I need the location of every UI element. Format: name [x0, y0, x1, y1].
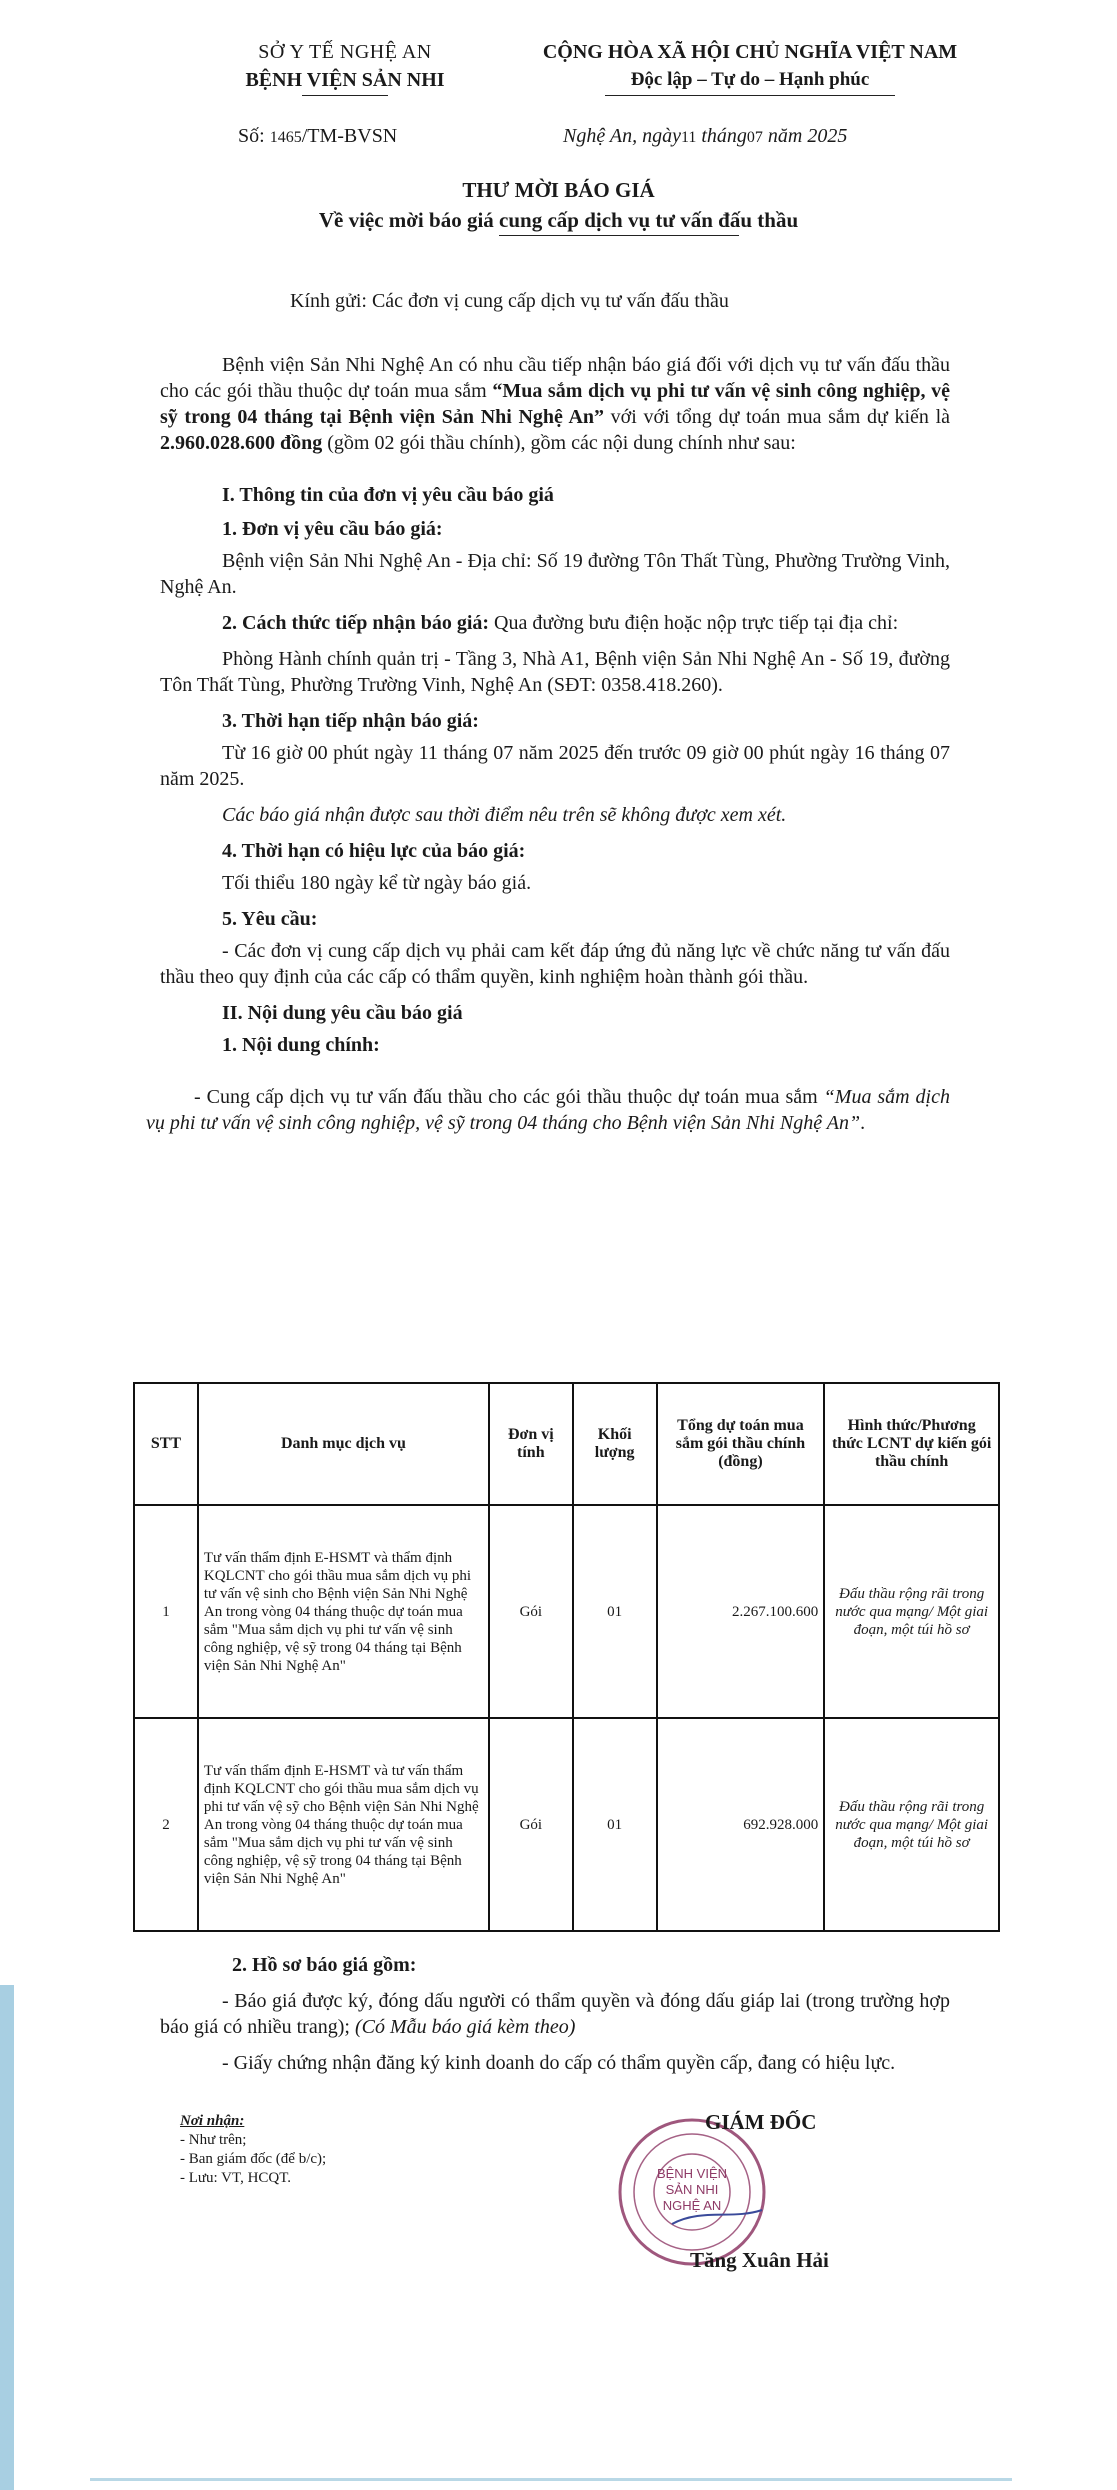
title-underline — [499, 235, 739, 236]
document-number-value: 1465 — [269, 129, 302, 146]
intro-text-2: với với tổng dự toán mua sắm dự kiến là — [604, 406, 951, 428]
row-2-stt: 2 — [134, 1718, 198, 1931]
date-day: 11 — [680, 129, 697, 146]
intro-total-budget: 2.960.028.600 đồng — [160, 432, 323, 454]
row-2-service: Tư vấn thẩm định E-HSMT và tư vấn thẩm định KQLCNT cho gói thầu mua sắm dịch vụ phi tư vấn vệ sỹ cho Bệnh viện Sản Nhi Nghệ An trong vòng 04 tháng thuộc dự toán mua sắm "Mua sắm dịch vụ phi tư vấn vệ sinh công nghiệp, vệ sỹ trong 04 tháng tại Bệnh viện Sản Nhi Nghệ An" — [198, 1718, 489, 1931]
section-1-2-text: Qua đường bưu điện hoặc nộp trực tiếp tại địa chỉ: — [489, 612, 899, 634]
col-stt: STT — [134, 1383, 198, 1505]
section-1-4-title: 4. Thời hạn có hiệu lực của báo giá: — [222, 840, 526, 862]
document-number-suffix: /TM-BVSN — [301, 125, 398, 147]
section-2-1-lead: - Cung cấp dịch vụ tư vấn đấu thầu cho các gói thầu thuộc dự toán mua sắm — [194, 1086, 824, 1108]
national-motto: Độc lập – Tự do – Hạnh phúc — [630, 69, 870, 90]
section-1-1-text: Bệnh viện Sản Nhi Nghệ An - Địa chỉ: Số 19 đường Tôn Thất Tùng, Phường Trường Vinh, Nghệ An. — [160, 550, 950, 598]
intro-paragraph — [160, 352, 950, 456]
section-1-2-address: Phòng Hành chính quản trị - Tầng 3, Nhà A1, Bệnh viện Sản Nhi Nghệ An - Số 19, đường Tôn Thất Tùng, Phường Trường Vinh, Nghệ An (SĐT: 0358.418.260). — [160, 648, 950, 696]
col-unit: Đơn vị tính — [489, 1383, 573, 1505]
section-1-4-text: Tối thiểu 180 ngày kể từ ngày báo giá. — [222, 872, 532, 894]
section-1-5-title: 5. Yêu cầu: — [222, 908, 318, 930]
table-row — [134, 1718, 999, 1931]
row-1-service: Tư vấn thẩm định E-HSMT và thẩm định KQLCNT cho gói thầu mua sắm dịch vụ phi tư vấn vệ sinh cho Bệnh viện Sản Nhi Nghệ An trong vòng 04 tháng thuộc dự toán mua sắm "Mua sắm dịch vụ phi tư vấn vệ sinh công nghiệp, vệ sỹ trong 04 tháng tại Bệnh viện Sản Nhi Nghệ An" — [198, 1505, 489, 1718]
intro-text-1: Bệnh viện Sản Nhi Nghệ An có nhu cầu tiếp nhận báo giá đối với dịch vụ tư vấn đấu thầu cho các gói thầu thuộc dự toán mua sắm — [160, 354, 950, 402]
issuer-underline — [302, 95, 388, 96]
issuer-hospital: BỆNH VIỆN SẢN NHI — [245, 69, 445, 91]
row-1-unit: Gói — [489, 1505, 573, 1718]
row-2-unit: Gói — [489, 1718, 573, 1931]
seal-line-1: BỆNH VIỆN — [656, 2166, 728, 2181]
section-2-1-title: 1. Nội dung chính: — [222, 1034, 380, 1056]
col-amount: Tổng dự toán mua sắm gói thầu chính (đồng) — [657, 1383, 825, 1505]
national-header — [505, 38, 995, 96]
section-2-2-item-1 — [160, 1988, 950, 2040]
title-main: THƯ MỜI BÁO GIÁ — [462, 178, 655, 202]
intro-text-3: (gồm 02 gói thầu chính), gồm các nội dung chính như sau: — [322, 432, 796, 454]
section-2-1-end: . — [860, 1112, 866, 1134]
motto-underline — [605, 95, 895, 96]
recipient-item: - Như trên; — [180, 2132, 247, 2148]
section-2-title: II. Nội dung yêu cầu báo giá — [222, 1002, 463, 1024]
service-table — [133, 1382, 1000, 1932]
issuer-department: SỞ Y TẾ NGHỆ AN — [258, 41, 432, 63]
recipient-item: - Ban giám đốc (để b/c); — [180, 2151, 327, 2167]
republic-title: CỘNG HÒA XÃ HỘI CHỦ NGHĨA VIỆT NAM — [542, 41, 958, 63]
seal-line-2: SẢN NHI — [665, 2182, 719, 2197]
col-quantity: Khối lượng — [573, 1383, 657, 1505]
section-2-2-title: 2. Hồ sơ báo giá gồm: — [232, 1954, 417, 1976]
title-sub: Về việc mời báo giá cung cấp dịch vụ tư vấn đấu thầu — [318, 208, 799, 232]
section-1-3-note: Các báo giá nhận được sau thời điểm nêu trên sẽ không được xem xét. — [222, 804, 787, 826]
row-1-stt: 1 — [134, 1505, 198, 1718]
section-2-2-item-2: - Giấy chứng nhận đăng ký kinh doanh do cấp có thẩm quyền cấp, đang có hiệu lực. — [222, 2052, 896, 2074]
col-service: Danh mục dịch vụ — [198, 1383, 489, 1505]
section-2-2-item-1-note: (Có Mẫu báo giá kèm theo) — [354, 2016, 576, 2038]
col-method: Hình thức/Phương thức LCNT dự kiến gói thầu chính — [824, 1383, 999, 1505]
section-2-1-project: “Mua sắm dịch vụ phi tư vấn vệ sinh công nghiệp, vệ sỹ trong 04 tháng cho Bệnh viện Sản Nhi Nghệ An” — [146, 1086, 950, 1134]
recipients-label: Nơi nhận: — [180, 2113, 245, 2129]
section-2-2-item-1-text: - Báo giá được ký, đóng dấu người có thẩm quyền và đóng dấu giáp lai (trong trường hợp báo giá có nhiều trang); — [160, 1990, 950, 2038]
date-year: năm 2025 — [767, 125, 848, 147]
table-header-row — [134, 1383, 999, 1505]
signer-role: GIÁM ĐỐC — [705, 2110, 817, 2134]
seal-line-3: NGHỆ AN — [662, 2198, 722, 2213]
table-row — [134, 1505, 999, 1718]
row-2-quantity: 01 — [573, 1718, 657, 1931]
salutation: Kính gửi: Các đơn vị cung cấp dịch vụ tư vấn đấu thầu — [290, 290, 729, 312]
intro-project-name: “Mua sắm dịch vụ phi tư vấn vệ sinh công nghiệp, vệ sỹ trong 04 tháng tại Bệnh viện Sản Nhi Nghệ An” — [160, 380, 950, 428]
section-1-3-title: 3. Thời hạn tiếp nhận báo giá: — [222, 710, 479, 732]
section-1-title: I. Thông tin của đơn vị yêu cầu báo giá — [222, 484, 554, 506]
section-1-5-text: - Các đơn vị cung cấp dịch vụ phải cam kết đáp ứng đủ năng lực về chức năng tư vấn đấu thầu theo quy định của các cấp có thẩm quyền, kinh nghiệm hoàn thành gói thầu. — [160, 940, 950, 988]
section-2-1-text — [146, 1084, 950, 1136]
row-2-amount: 692.928.000 — [657, 1718, 825, 1931]
recipient-item: - Lưu: VT, HCQT. — [180, 2170, 292, 2186]
section-1-3-text: Từ 16 giờ 00 phút ngày 11 tháng 07 năm 2025 đến trước 09 giờ 00 phút ngày 16 tháng 07 năm 2025. — [160, 742, 950, 790]
letter-body — [146, 352, 951, 1136]
issuer-block — [205, 38, 485, 96]
date-month-label: tháng — [701, 125, 747, 147]
section-2-2 — [160, 1944, 950, 2076]
row-2-method: Đấu thầu rộng rãi trong nước qua mạng/ Một giai đoạn, một túi hồ sơ — [824, 1718, 999, 1931]
signer-name: Tăng Xuân Hải — [690, 2248, 829, 2272]
document-number-label: Số: — [238, 125, 265, 147]
document-date — [563, 125, 847, 148]
recipients-block — [180, 2112, 326, 2188]
section-1-2 — [160, 610, 950, 636]
date-month: 07 — [746, 129, 763, 146]
section-1-2-title: 2. Cách thức tiếp nhận báo giá: — [222, 612, 490, 634]
row-1-method: Đấu thầu rộng rãi trong nước qua mạng/ Một giai đoạn, một túi hồ sơ — [824, 1505, 999, 1718]
section-1-1-title: 1. Đơn vị yêu cầu báo giá: — [222, 518, 443, 540]
row-1-amount: 2.267.100.600 — [657, 1505, 825, 1718]
date-prefix: Nghệ An, ngày — [563, 125, 681, 147]
document-number — [238, 125, 397, 148]
document-title — [0, 175, 1117, 236]
row-1-quantity: 01 — [573, 1505, 657, 1718]
